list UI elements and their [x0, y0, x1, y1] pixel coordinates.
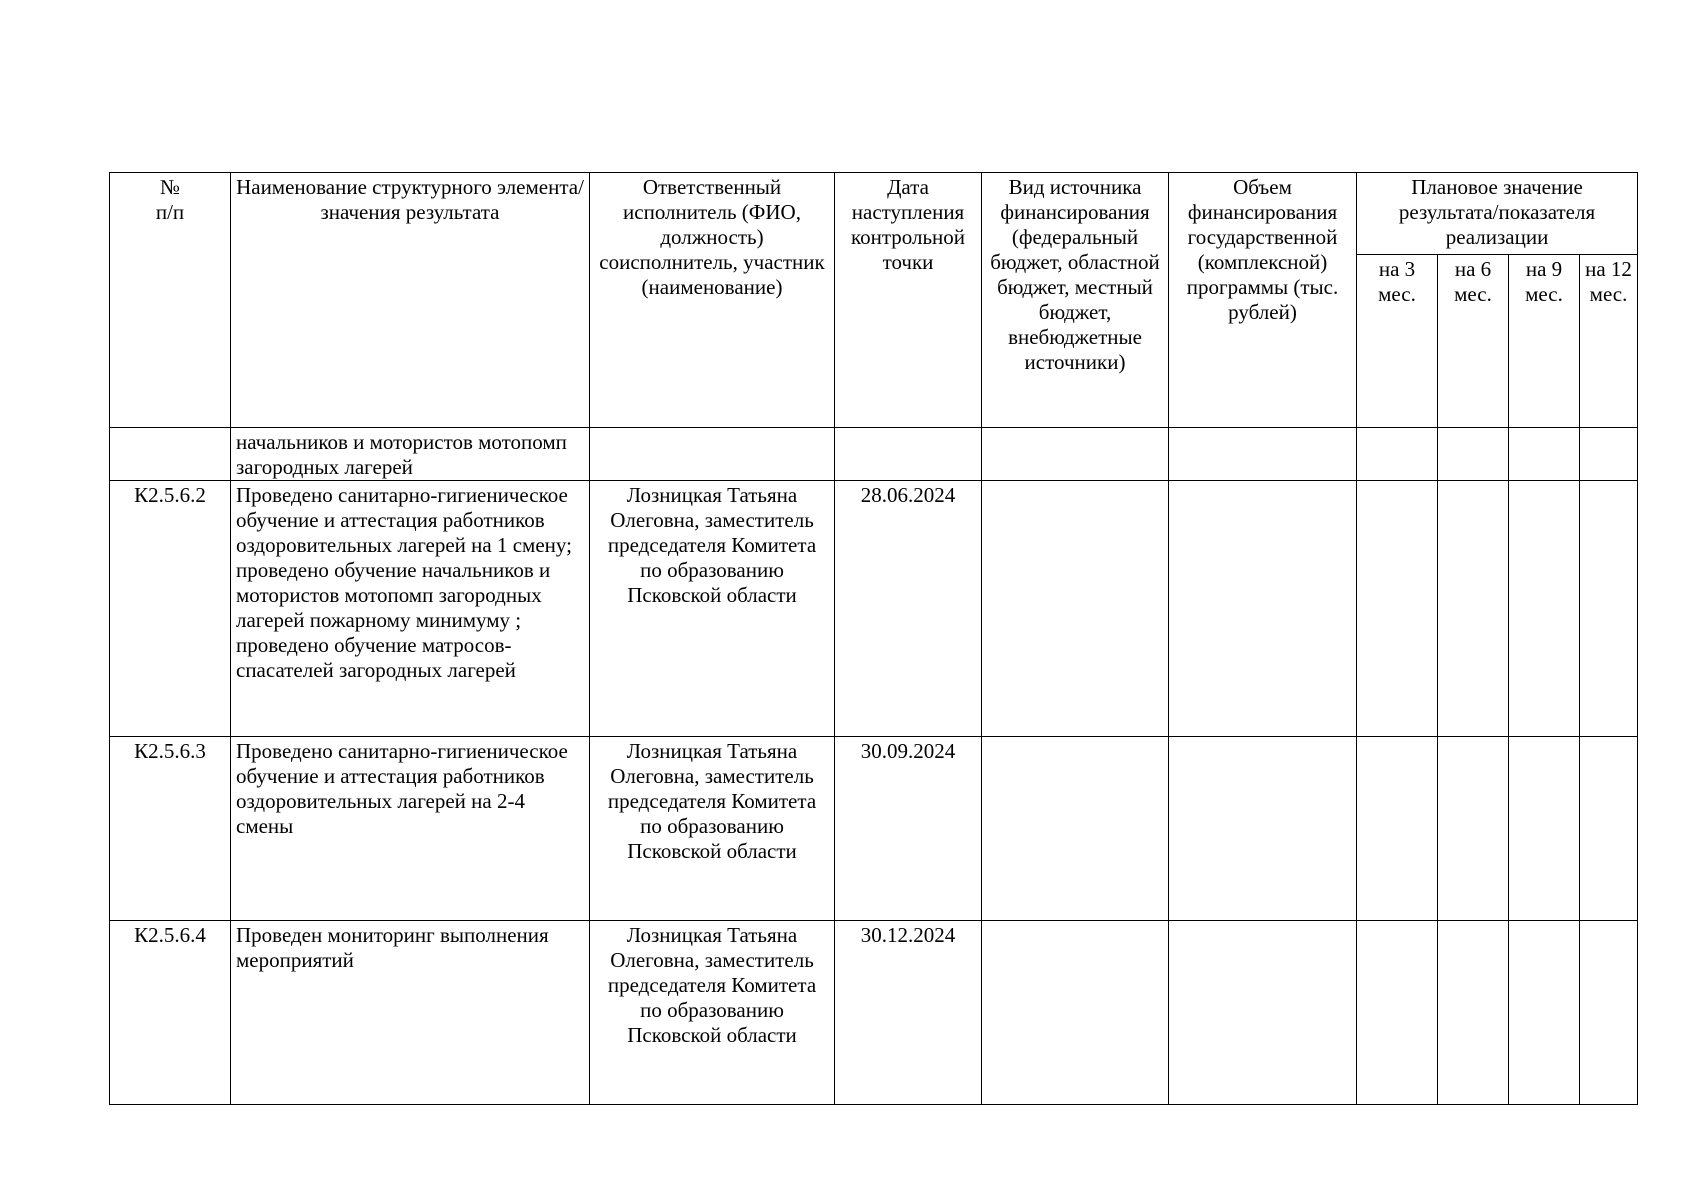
row-volume — [1169, 428, 1357, 481]
table-row — [110, 481, 1638, 737]
row-executor: Лозницкая Татьяна Олеговна, заместитель председателя Комитета по образованию Псковской области — [590, 921, 835, 1105]
row-date: 28.06.2024 — [835, 481, 982, 737]
header-planned: Плановое значение результата/показателя реализации — [1357, 173, 1638, 255]
row-m12 — [1580, 921, 1638, 1105]
row-executor: Лозницкая Татьяна Олеговна, заместитель председателя Комитета по образованию Псковской области — [590, 737, 835, 921]
header-source: Вид источника финансирования (федеральный бюджет, областной бюджет, местный бюджет, внебюджетные источники) — [982, 173, 1169, 428]
row-m6 — [1438, 737, 1509, 921]
row-num: К2.5.6.2 — [110, 481, 231, 737]
row-source — [982, 737, 1169, 921]
row-m9 — [1509, 481, 1580, 737]
row-name: Проведено санитарно-гигиеническое обучение и аттестация работников оздоровительных лагерей на 1 смену; проведено обучение начальников и мотористов мотопомп загородных лагерей пожарному минимуму ; проведено обучение матросов-спасателей загородных лагерей — [231, 481, 590, 737]
header-name: Наименование структурного элемента/ значения результата — [231, 173, 590, 428]
row-date: 30.09.2024 — [835, 737, 982, 921]
row-name: Проведено санитарно-гигиеническое обучение и аттестация работников оздоровительных лагерей на 2-4 смены — [231, 737, 590, 921]
row-m6 — [1438, 921, 1509, 1105]
header-executor: Ответственный исполнитель (ФИО, должность) соисполнитель, участник (наименование) — [590, 173, 835, 428]
row-source — [982, 921, 1169, 1105]
row-m12 — [1580, 428, 1638, 481]
row-m3 — [1357, 428, 1438, 481]
row-executor: Лозницкая Татьяна Олеговна, заместитель председателя Комитета по образованию Псковской области — [590, 481, 835, 737]
row-num — [110, 428, 231, 481]
row-source — [982, 428, 1169, 481]
row-executor — [590, 428, 835, 481]
row-name: начальников и мотористов мотопомп загородных лагерей — [231, 428, 590, 481]
header-date: Дата наступления контрольной точки — [835, 173, 982, 428]
row-date: 30.12.2024 — [835, 921, 982, 1105]
row-num: К2.5.6.4 — [110, 921, 231, 1105]
header-m9: на 9 мес. — [1509, 255, 1580, 428]
row-num: К2.5.6.3 — [110, 737, 231, 921]
row-volume — [1169, 921, 1357, 1105]
row-date — [835, 428, 982, 481]
row-m3 — [1357, 921, 1438, 1105]
row-volume — [1169, 481, 1357, 737]
row-m3 — [1357, 737, 1438, 921]
row-m12 — [1580, 737, 1638, 921]
row-m9 — [1509, 428, 1580, 481]
header-m3: на 3 мес. — [1357, 255, 1438, 428]
row-m3 — [1357, 481, 1438, 737]
control-points-table — [109, 172, 1638, 1105]
table-row — [110, 737, 1638, 921]
row-m6 — [1438, 481, 1509, 737]
header-num: № п/п — [110, 173, 231, 428]
header-volume: Объем финансирования государственной (комплексной) программы (тыс. рублей) — [1169, 173, 1357, 428]
row-source — [982, 481, 1169, 737]
table-row — [110, 428, 1638, 481]
row-m9 — [1509, 737, 1580, 921]
row-m6 — [1438, 428, 1509, 481]
row-m12 — [1580, 481, 1638, 737]
table-row — [110, 921, 1638, 1105]
row-m9 — [1509, 921, 1580, 1105]
header-m12: на 12 мес. — [1580, 255, 1638, 428]
row-volume — [1169, 737, 1357, 921]
row-name: Проведен мониторинг выполнения мероприятий — [231, 921, 590, 1105]
header-row — [110, 173, 1638, 255]
header-m6: на 6 мес. — [1438, 255, 1509, 428]
